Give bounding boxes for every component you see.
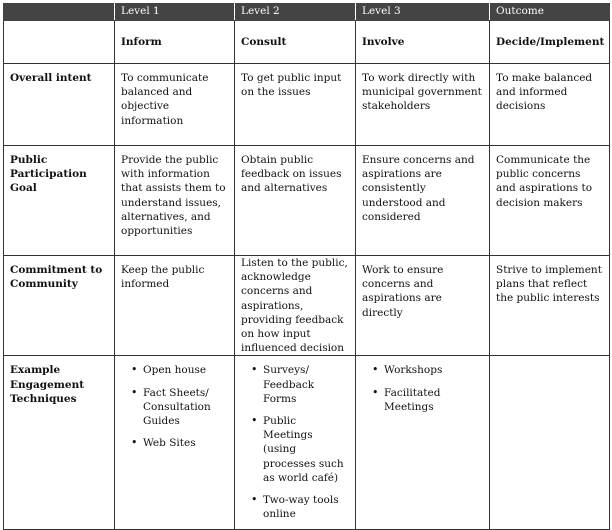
technique-list-involve xyxy=(362,363,483,414)
list-item: • Open house xyxy=(131,363,207,377)
bullet-icon: • xyxy=(372,385,379,399)
level-3-header: Level 3 xyxy=(356,4,490,21)
bullet-icon: • xyxy=(131,436,138,450)
table-cell xyxy=(235,356,356,530)
level-header-row xyxy=(4,4,610,21)
table-cell: To communicate balanced and objective information xyxy=(115,64,235,146)
bullet-icon: • xyxy=(251,414,258,428)
table-cell: Work to ensure concerns and aspirations are directly xyxy=(356,256,490,356)
table-row-commitment xyxy=(4,256,610,356)
table-cell xyxy=(115,356,235,530)
table-row-techniques xyxy=(4,356,610,530)
list-item: • Workshops xyxy=(372,363,443,377)
level-name-consult: Consult xyxy=(235,21,356,64)
table-cell: Communicate the public concerns and aspirations to decision makers xyxy=(490,146,610,256)
level-name-decide: Decide/Implement xyxy=(490,21,610,64)
table-cell: Ensure concerns and aspirations are consistently understood and considered xyxy=(356,146,490,256)
table-cell: Keep the public informed xyxy=(115,256,235,356)
bullet-icon: • xyxy=(372,363,379,377)
outcome-header: Outcome xyxy=(490,4,610,21)
engagement-spectrum-table xyxy=(3,3,610,530)
table-cell: Listen to the public, acknowledge concerns and aspirations, providing feedback on how input influenced decision xyxy=(235,256,356,356)
technique-list-consult xyxy=(241,363,349,521)
row-label-commitment: Commitment to Community xyxy=(4,256,115,356)
table-row-overall-intent xyxy=(4,64,610,146)
level-2-header: Level 2 xyxy=(235,4,356,21)
list-item: • Public Meetings (using processes such as world café) xyxy=(251,414,344,484)
list-item: • Two-way tools online xyxy=(251,493,339,521)
level-1-header: Level 1 xyxy=(115,4,235,21)
table-cell: Obtain public feedback on issues and alternatives xyxy=(235,146,356,256)
table-cell: To work directly with municipal government stakeholders xyxy=(356,64,490,146)
corner-header-cell xyxy=(4,4,115,21)
bullet-icon: • xyxy=(131,363,138,377)
bullet-icon: • xyxy=(251,493,258,507)
level-name-involve: Involve xyxy=(356,21,490,64)
table-cell: Strive to implement plans that reflect the public interests xyxy=(490,256,610,356)
list-item: • Fact Sheets/ Consultation Guides xyxy=(131,385,211,428)
level-name-inform: Inform xyxy=(115,21,235,64)
row-label-participation-goal: Public Participation Goal xyxy=(4,146,115,256)
list-item: • Web Sites xyxy=(131,436,196,450)
table-cell-empty xyxy=(490,356,610,530)
technique-list-inform xyxy=(121,363,228,450)
table-cell: To get public input on the issues xyxy=(235,64,356,146)
table-cell xyxy=(356,356,490,530)
list-item: • Facilitated Meetings xyxy=(372,385,441,413)
list-item: • Surveys/ Feedback Forms xyxy=(251,363,315,405)
row-label-techniques: Example Engagement Techniques xyxy=(4,356,115,530)
bullet-icon: • xyxy=(251,363,258,377)
table-row-participation-goal xyxy=(4,146,610,256)
row-label-overall-intent: Overall intent xyxy=(4,64,115,146)
table-cell: Provide the public with information that assists them to understand issues, alternatives, and opportunities xyxy=(115,146,235,256)
level-name-row xyxy=(4,21,610,64)
table-cell: To make balanced and informed decisions xyxy=(490,64,610,146)
bullet-icon: • xyxy=(131,385,138,399)
corner-name-cell xyxy=(4,21,115,64)
